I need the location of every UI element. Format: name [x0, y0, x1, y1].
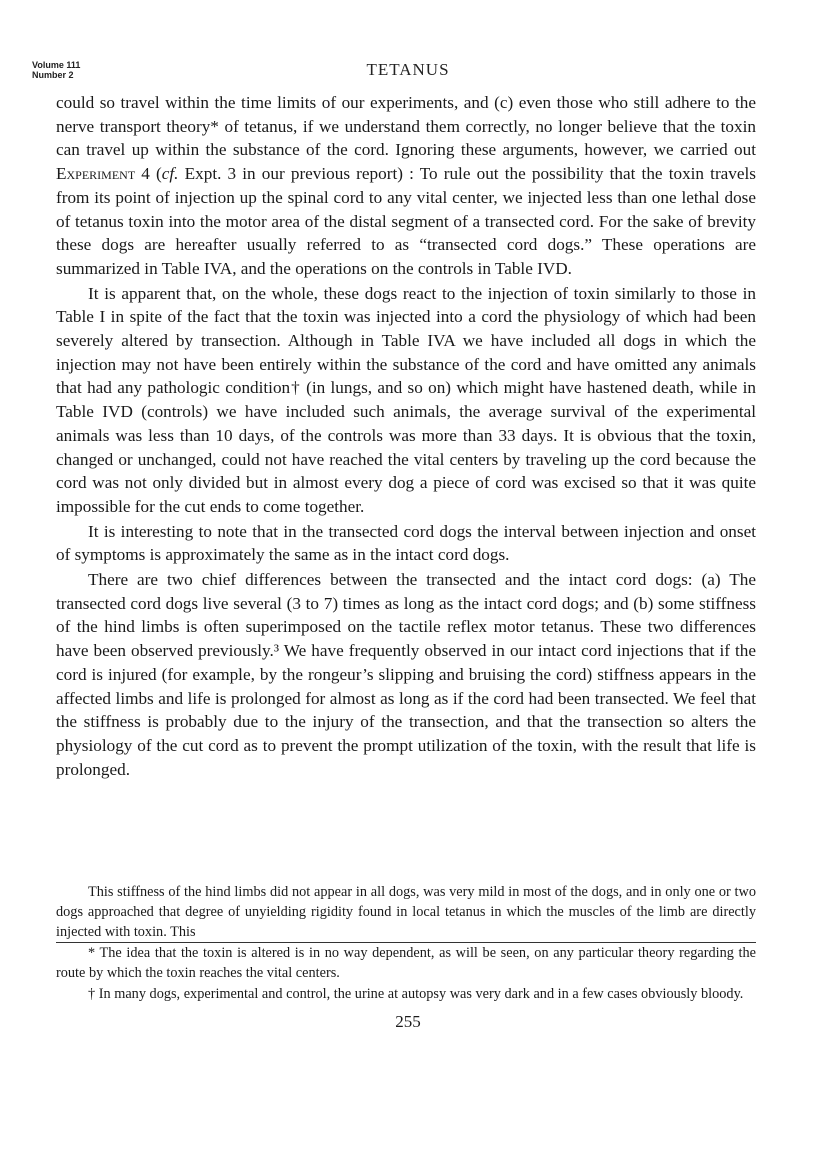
paragraph-1-part-a: could so travel within the time limits of our experiments, and (c) even those who still adhere to the nerve transport theory* of tetanus, if we understand them correctly, no longer believe that the toxin can travel up within the substance of the cord. Ignoring these arguments, however, we carried out — [56, 93, 756, 160]
cf-italic: cf. — [161, 164, 179, 184]
paragraph-1-part-c: Expt. 3 in our previous report) : To rule out the possibility that the toxin travels from its point of injection up the spinal cord to any vital center, we injected less than one lethal dose of tetanus toxin into the motor area of the distal segment of a transected cord. For the sake of brevity these dogs are hereafter usually referred to as “transected cord dogs.” These operations are summarized in Table IVA, and the operations on the controls in Table IVD. — [56, 164, 756, 278]
paragraph-2: It is apparent that, on the whole, these dogs react to the injection of toxin similarly to those in Table I in spite of the fact that the toxin was injected into a cord the physiology of which had been severely altered by transection. Although in Table IVA we have included all dogs in which the injection may not have been entirely within the substance of the cord and have omitted any animals that had any pathologic condition† (in lungs, and so on) which might have hastened death, while in Table IVD (controls) we have included such animals, the average survival of the experimental animals was less than 10 days, of the controls was more than 33 days. It is obvious that the toxin, changed or unchanged, could not have reached the vital centers by traveling up the cord because the cord was not only divided but in almost every dog a piece of cord was excised so that it was quite impossible for the cut ends to come together. — [56, 283, 756, 516]
experiment-label: Experiment 4 — [56, 164, 150, 184]
paragraph-1-part-b: ( — [149, 164, 162, 184]
number-label: Number 2 — [32, 70, 74, 80]
page-number: 255 — [395, 1012, 421, 1031]
footnote-asterisk: * The idea that the toxin is altered is in no way dependent, as will be seen, on any particular theory regarding the route by which the toxin reaches the vital centers. — [56, 945, 756, 981]
footnote-dagger: † In many dogs, experimental and control, the urine at autopsy was very dark and in a few cases obviously bloody. — [88, 986, 744, 1002]
paragraph-4: There are two chief differences between the transected and the intact cord dogs: (a) The transected cord dogs live several (3 to 7) times as long as the intact cord dogs; and (b) some stiffness of the hind limbs is often superimposed on the tactile reflex motor tetanus. These two differences have been observed previously.³ We have frequently observed in our intact cord injections that if the cord is injured (for example, by the rongeur’s slipping and bruising the cord) stiffness appears in the affected limbs and life is prolonged for almost as long as if the cord had been transected. We feel that the stiffness is probably due to the injury of the transection, and that the transection so alters the physiology of the cut cord as to prevent the prompt utilization of the toxin, with the result that life is prolonged. — [56, 570, 756, 779]
main-body-text — [56, 91, 756, 781]
paragraph-1 — [56, 91, 756, 281]
footnotes — [56, 944, 756, 1007]
small-print-paragraph: This stiffness of the hind limbs did not appear in all dogs, was very mild in most of the dogs, and in only one or two dogs approached that degree of unyielding rigidity found in local tetanus in which the muscles of the limb are directly injected with toxin. This — [56, 884, 756, 940]
paragraph-3: It is interesting to note that in the transected cord dogs the interval between injection and onset of symptoms is approximately the same as in the intact cord dogs. — [56, 521, 756, 565]
running-header-title: TETANUS — [366, 60, 450, 79]
volume-label: Volume 111 — [32, 60, 81, 70]
footnote-divider — [56, 942, 756, 943]
small-print-block — [56, 883, 756, 942]
